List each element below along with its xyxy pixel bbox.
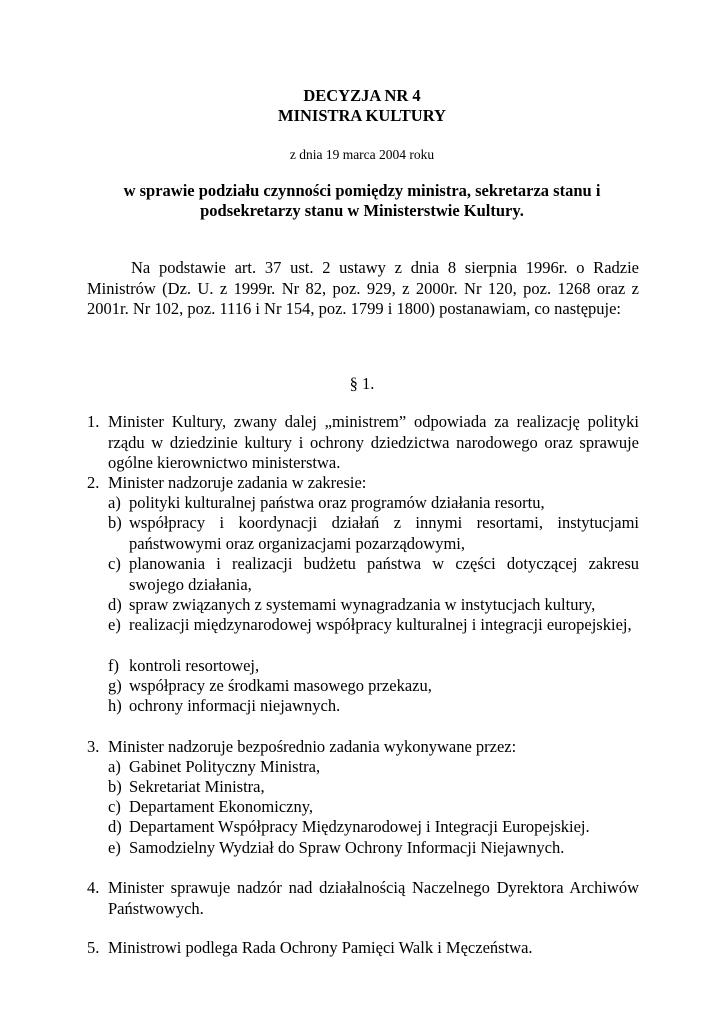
item-text: Minister Kultury, zwany dalej „ministrem” odpowiada za realizację polityki rządu w dziedzinie kultury i ochrony dziedzictwa narodowego oraz sprawuje ogólne kierownictwo ministerstwa. — [108, 412, 639, 472]
sub-item-letter: h) — [108, 696, 122, 715]
item-text: Minister nadzoruje zadania w zakresie: — [108, 473, 367, 492]
sub-list-item — [108, 757, 639, 778]
sub-item-letter: a) — [108, 493, 121, 512]
sub-item-letter: c) — [108, 554, 121, 573]
sub-list-item — [108, 838, 639, 859]
item-text: Minister nadzoruje bezpośrednio zadania wykonywane przez: — [108, 737, 517, 756]
sub-list-item — [108, 493, 639, 514]
sub-item-text: spraw związanych z systemami wynagradzania w instytucjach kultury, — [129, 595, 596, 614]
intro-paragraph: Na podstawie art. 37 ust. 2 ustawy z dnia 8 sierpnia 1996r. o Radzie Ministrów (Dz. U. z 1999r. Nr 82, poz. 929, z 2000r. Nr 120, poz. 1268 oraz z 2001r. Nr 102, poz. 1116 i Nr 154, poz. 1799 i 1800) postanawiam, co następuje: — [87, 258, 639, 318]
sub-list-item — [108, 676, 639, 697]
item-text: Ministrowi podlega Rada Ochrony Pamięci Walk i Męczeństwa. — [108, 938, 533, 957]
sub-item-text: kontroli resortowej, — [129, 656, 260, 675]
sub-item-text: współpracy i koordynacji działań z innymi resortami, instytucjami państwowymi oraz organizacjami pozarządowymi, — [129, 513, 639, 553]
sub-item-text: polityki kulturalnej państwa oraz programów działania resortu, — [129, 493, 545, 512]
sub-item-text: Gabinet Polityczny Ministra, — [129, 757, 321, 776]
list-item — [87, 878, 639, 919]
ministry-title: MINISTRA KULTURY — [278, 106, 446, 125]
sub-item-letter: e) — [108, 615, 121, 634]
sub-item-text: współpracy ze środkami masowego przekazu, — [129, 676, 432, 695]
sub-list-item — [108, 817, 639, 838]
sub-item-letter: b) — [108, 513, 122, 532]
sub-item-text: Departament Ekonomiczny, — [129, 797, 314, 816]
sub-list-item — [108, 656, 639, 677]
sub-item-letter: f) — [108, 656, 119, 675]
sub-list-item — [108, 777, 639, 798]
item-text: Minister sprawuje nadzór nad działalnością Naczelnego Dyrektora Archiwów Państwowych. — [108, 878, 639, 918]
sub-item-letter: d) — [108, 817, 122, 836]
sub-item-letter: b) — [108, 777, 122, 796]
sub-item-text: ochrony informacji niejawnych. — [129, 696, 341, 715]
sub-list-item — [108, 797, 639, 818]
sub-list-item — [108, 554, 639, 595]
item-number: 5. — [87, 938, 100, 957]
item-number: 1. — [87, 412, 100, 431]
subject-line-2: podsekretarzy stanu w Ministerstwie Kultury. — [200, 201, 524, 220]
sub-list-item — [108, 615, 639, 636]
sub-item-letter: d) — [108, 595, 122, 614]
list-item — [87, 473, 639, 494]
sub-item-letter: e) — [108, 838, 121, 857]
section-heading: § 1. — [349, 374, 375, 393]
subject-line-1: w sprawie podziału czynności pomiędzy ministra, sekretarza stanu i — [123, 181, 601, 200]
sub-list-item — [108, 696, 639, 717]
sub-item-text: Departament Współpracy Międzynarodowej i Integracji Europejskiej. — [129, 817, 590, 836]
sub-list-item — [108, 513, 639, 554]
document-date: z dnia 19 marca 2004 roku — [289, 147, 435, 162]
sub-item-letter: g) — [108, 676, 122, 695]
sub-item-text: planowania i realizacji budżetu państwa w części dotyczącej zakresu swojego działania, — [129, 554, 639, 594]
sub-item-text: realizacji międzynarodowej współpracy kulturalnej i integracji europejskiej, — [129, 615, 632, 634]
item-number: 2. — [87, 473, 100, 492]
decision-title: DECYZJA NR 4 — [303, 86, 421, 105]
sub-item-letter: a) — [108, 757, 121, 776]
sub-item-letter: c) — [108, 797, 121, 816]
list-item — [87, 737, 639, 758]
sub-list-item — [108, 595, 639, 616]
list-item — [87, 938, 639, 959]
sub-item-text: Samodzielny Wydział do Spraw Ochrony Informacji Niejawnych. — [129, 838, 565, 857]
sub-item-text: Sekretariat Ministra, — [129, 777, 265, 796]
item-number: 4. — [87, 878, 100, 897]
list-item — [87, 412, 639, 474]
item-number: 3. — [87, 737, 100, 756]
